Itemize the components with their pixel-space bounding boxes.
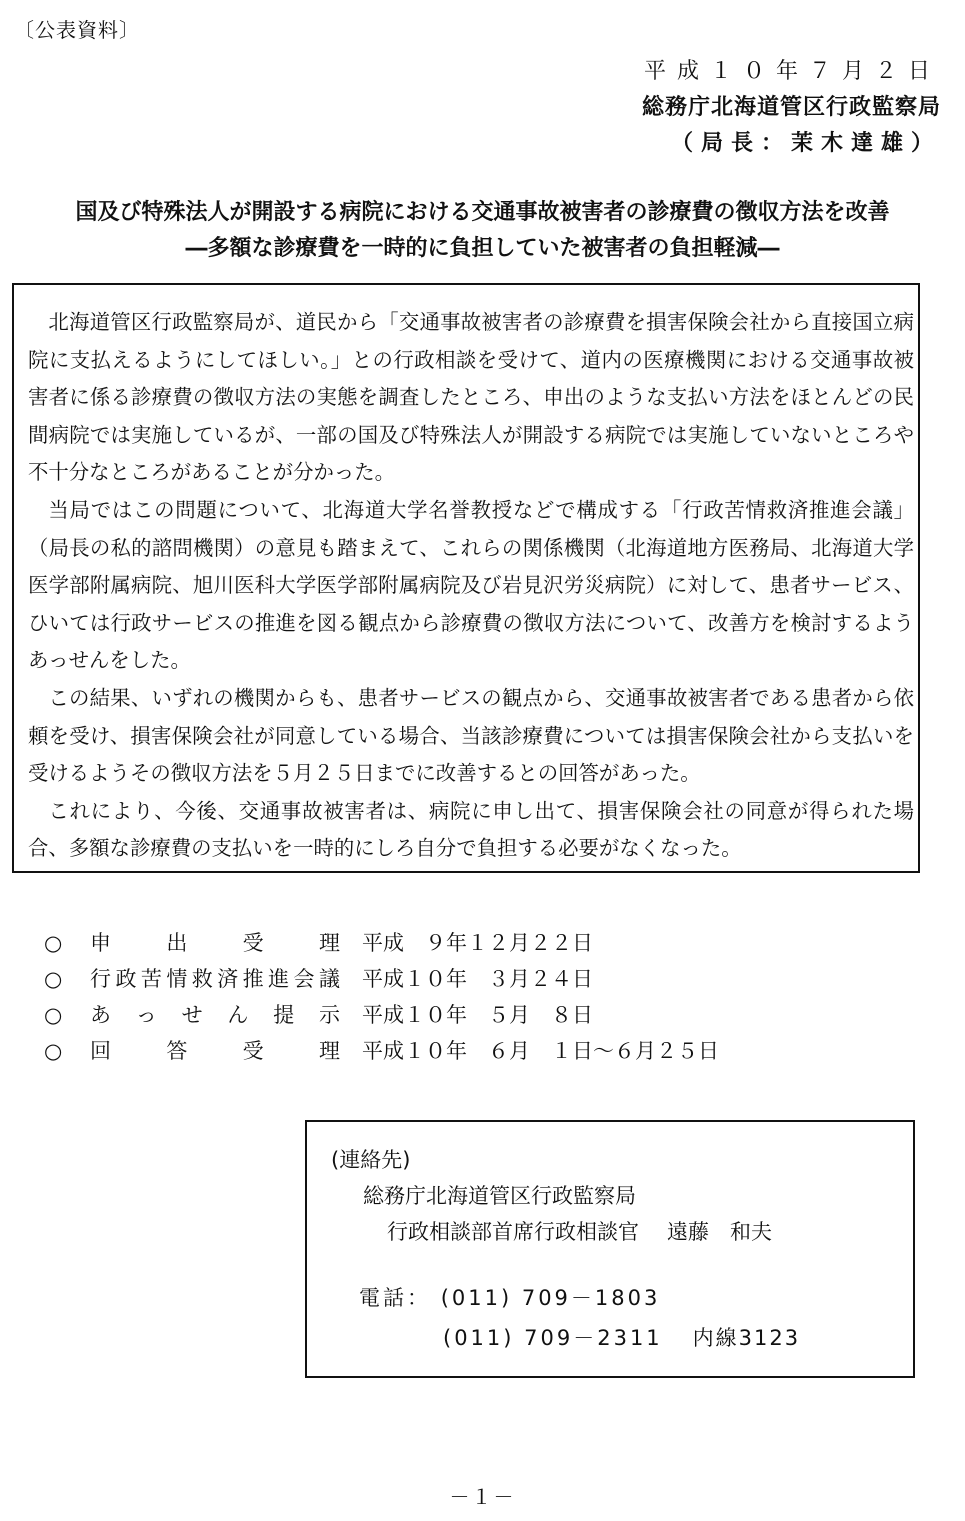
timeline-row <box>44 925 719 961</box>
label-char: 済 <box>217 967 239 991</box>
phone-line-2 <box>443 1322 800 1352</box>
circle-bullet-icon: ○ <box>44 1003 63 1027</box>
circle-bullet-icon: ○ <box>44 931 63 955</box>
label-char: 進 <box>268 967 290 991</box>
label-char: 出 <box>166 931 188 955</box>
bureau-chief: （局長：茉木達雄） <box>670 131 941 156</box>
label-char: 議 <box>318 967 340 991</box>
label-char: 理 <box>318 931 340 955</box>
label-char: 示 <box>318 1003 340 1027</box>
issuing-organization: 総務庁北海道管区行政監察局 <box>641 95 941 120</box>
label-char: 答 <box>166 1039 188 1063</box>
label-char: ん <box>227 1003 249 1027</box>
extension-number: 内線3123 <box>692 1326 801 1350</box>
paragraph: 北海道管区行政監察局が、道民から「交通事故被害者の診療費を損害保険会社から直接国立病院に支払えるようにしてほしい。」との行政相談を受けて、道内の医療機関における交通事故被害者に係る診療費の徴収方法の実態を調査したところ、申出のような支払い方法をほとんどの民間病院では実施しているが、一部の国及び特殊法人が開設する病院では実施していないところや不十分なところがあることが分かった。 <box>28 310 914 485</box>
label-char: 理 <box>318 1039 340 1063</box>
paragraph: 当局ではこの問題について、北海道大学名誉教授などで構成する「行政苦情救済推進会議」（局長の私的諮問機関）の意見も踏まえて、これらの関係機関（北海道地方医務局、北海道大学医学部附属病院、旭川医科大学医学部附属病院及び岩見沢労災病院）に対して、患者サービス、ひいては行政サービスの推進を図る観点から診療費の徴収方法について、改善方を検討するようあっせんをした。 <box>28 497 914 673</box>
label-char: っ <box>135 1003 157 1027</box>
circle-bullet-icon: ○ <box>44 967 63 991</box>
label-char: 回 <box>90 1039 111 1063</box>
label-char: 提 <box>273 1003 295 1027</box>
timeline-date: 平成１０年 ６月 １日～６月２５日 <box>362 1039 719 1063</box>
label-char: 救 <box>191 967 213 991</box>
public-document-tag: 〔公表資料〕 <box>14 18 140 42</box>
timeline-row <box>44 1033 719 1069</box>
label-char: せ <box>181 1003 203 1027</box>
issue-date: 平成１０年７月２日 <box>643 59 941 84</box>
timeline-row <box>44 997 719 1033</box>
summary-box <box>12 283 920 873</box>
timeline-date: 平成 ９年１２月２２日 <box>362 931 593 955</box>
contact-box <box>305 1120 915 1378</box>
label-char: 受 <box>242 931 264 955</box>
phone-number-1: (011) 709－1803 <box>440 1286 661 1310</box>
label-char: 推 <box>242 967 264 991</box>
paragraph: この結果、いずれの機関からも、患者サービスの観点から、交通事故被害者である患者から依頼を受け、損害保険会社が同意している場合、当該診療費については損害保険会社から支払いを受けるようその徴収方法を５月２５日までに改善するとの回答があった。 <box>28 685 914 786</box>
contact-person <box>387 1216 772 1246</box>
label-char: 会 <box>293 967 315 991</box>
contact-name: 遠藤 和夫 <box>667 1220 772 1244</box>
timeline-label <box>90 1033 340 1069</box>
label-char: 情 <box>166 967 188 991</box>
timeline-row <box>44 961 719 997</box>
document-header <box>642 54 941 162</box>
label-char: あ <box>90 1003 111 1027</box>
label-char: 行 <box>90 967 111 991</box>
label-char: 受 <box>242 1039 264 1063</box>
label-char: 政 <box>115 967 137 991</box>
contact-position: 行政相談部首席行政相談官 <box>387 1220 639 1244</box>
subtitle: ―多額な診療費を一時的に負担していた被害者の負担軽減― <box>185 236 780 261</box>
phone-label: 電話： <box>359 1286 431 1310</box>
phone-line-1 <box>359 1282 660 1312</box>
timeline-label <box>90 925 340 961</box>
paragraph: これにより、今後、交通事故被害者は、病院に申し出て、損害保険会社の同意が得られた場合、多額な診療費の支払いを一時的にしろ自分で負担する必要がなくなった。 <box>28 798 914 861</box>
timeline-date: 平成１０年 ３月２４日 <box>362 967 593 991</box>
contact-organization: 総務庁北海道管区行政監察局 <box>363 1184 636 1208</box>
label-char: 申 <box>90 931 111 955</box>
timeline-label <box>90 961 340 997</box>
main-title: 国及び特殊法人が開設する病院における交通事故被害者の診療費の徴収方法を改善 <box>75 200 890 225</box>
page-number: －１－ <box>449 1485 516 1509</box>
phone-number-2: (011) 709－2311 <box>443 1326 663 1350</box>
timeline-date: 平成１０年 ５月 ８日 <box>362 1003 593 1027</box>
timeline-label <box>90 997 340 1033</box>
contact-title: (連絡先) <box>331 1148 411 1172</box>
timeline-list <box>44 925 719 1069</box>
circle-bullet-icon: ○ <box>44 1039 63 1063</box>
label-char: 苦 <box>140 967 162 991</box>
document-title <box>0 195 965 267</box>
